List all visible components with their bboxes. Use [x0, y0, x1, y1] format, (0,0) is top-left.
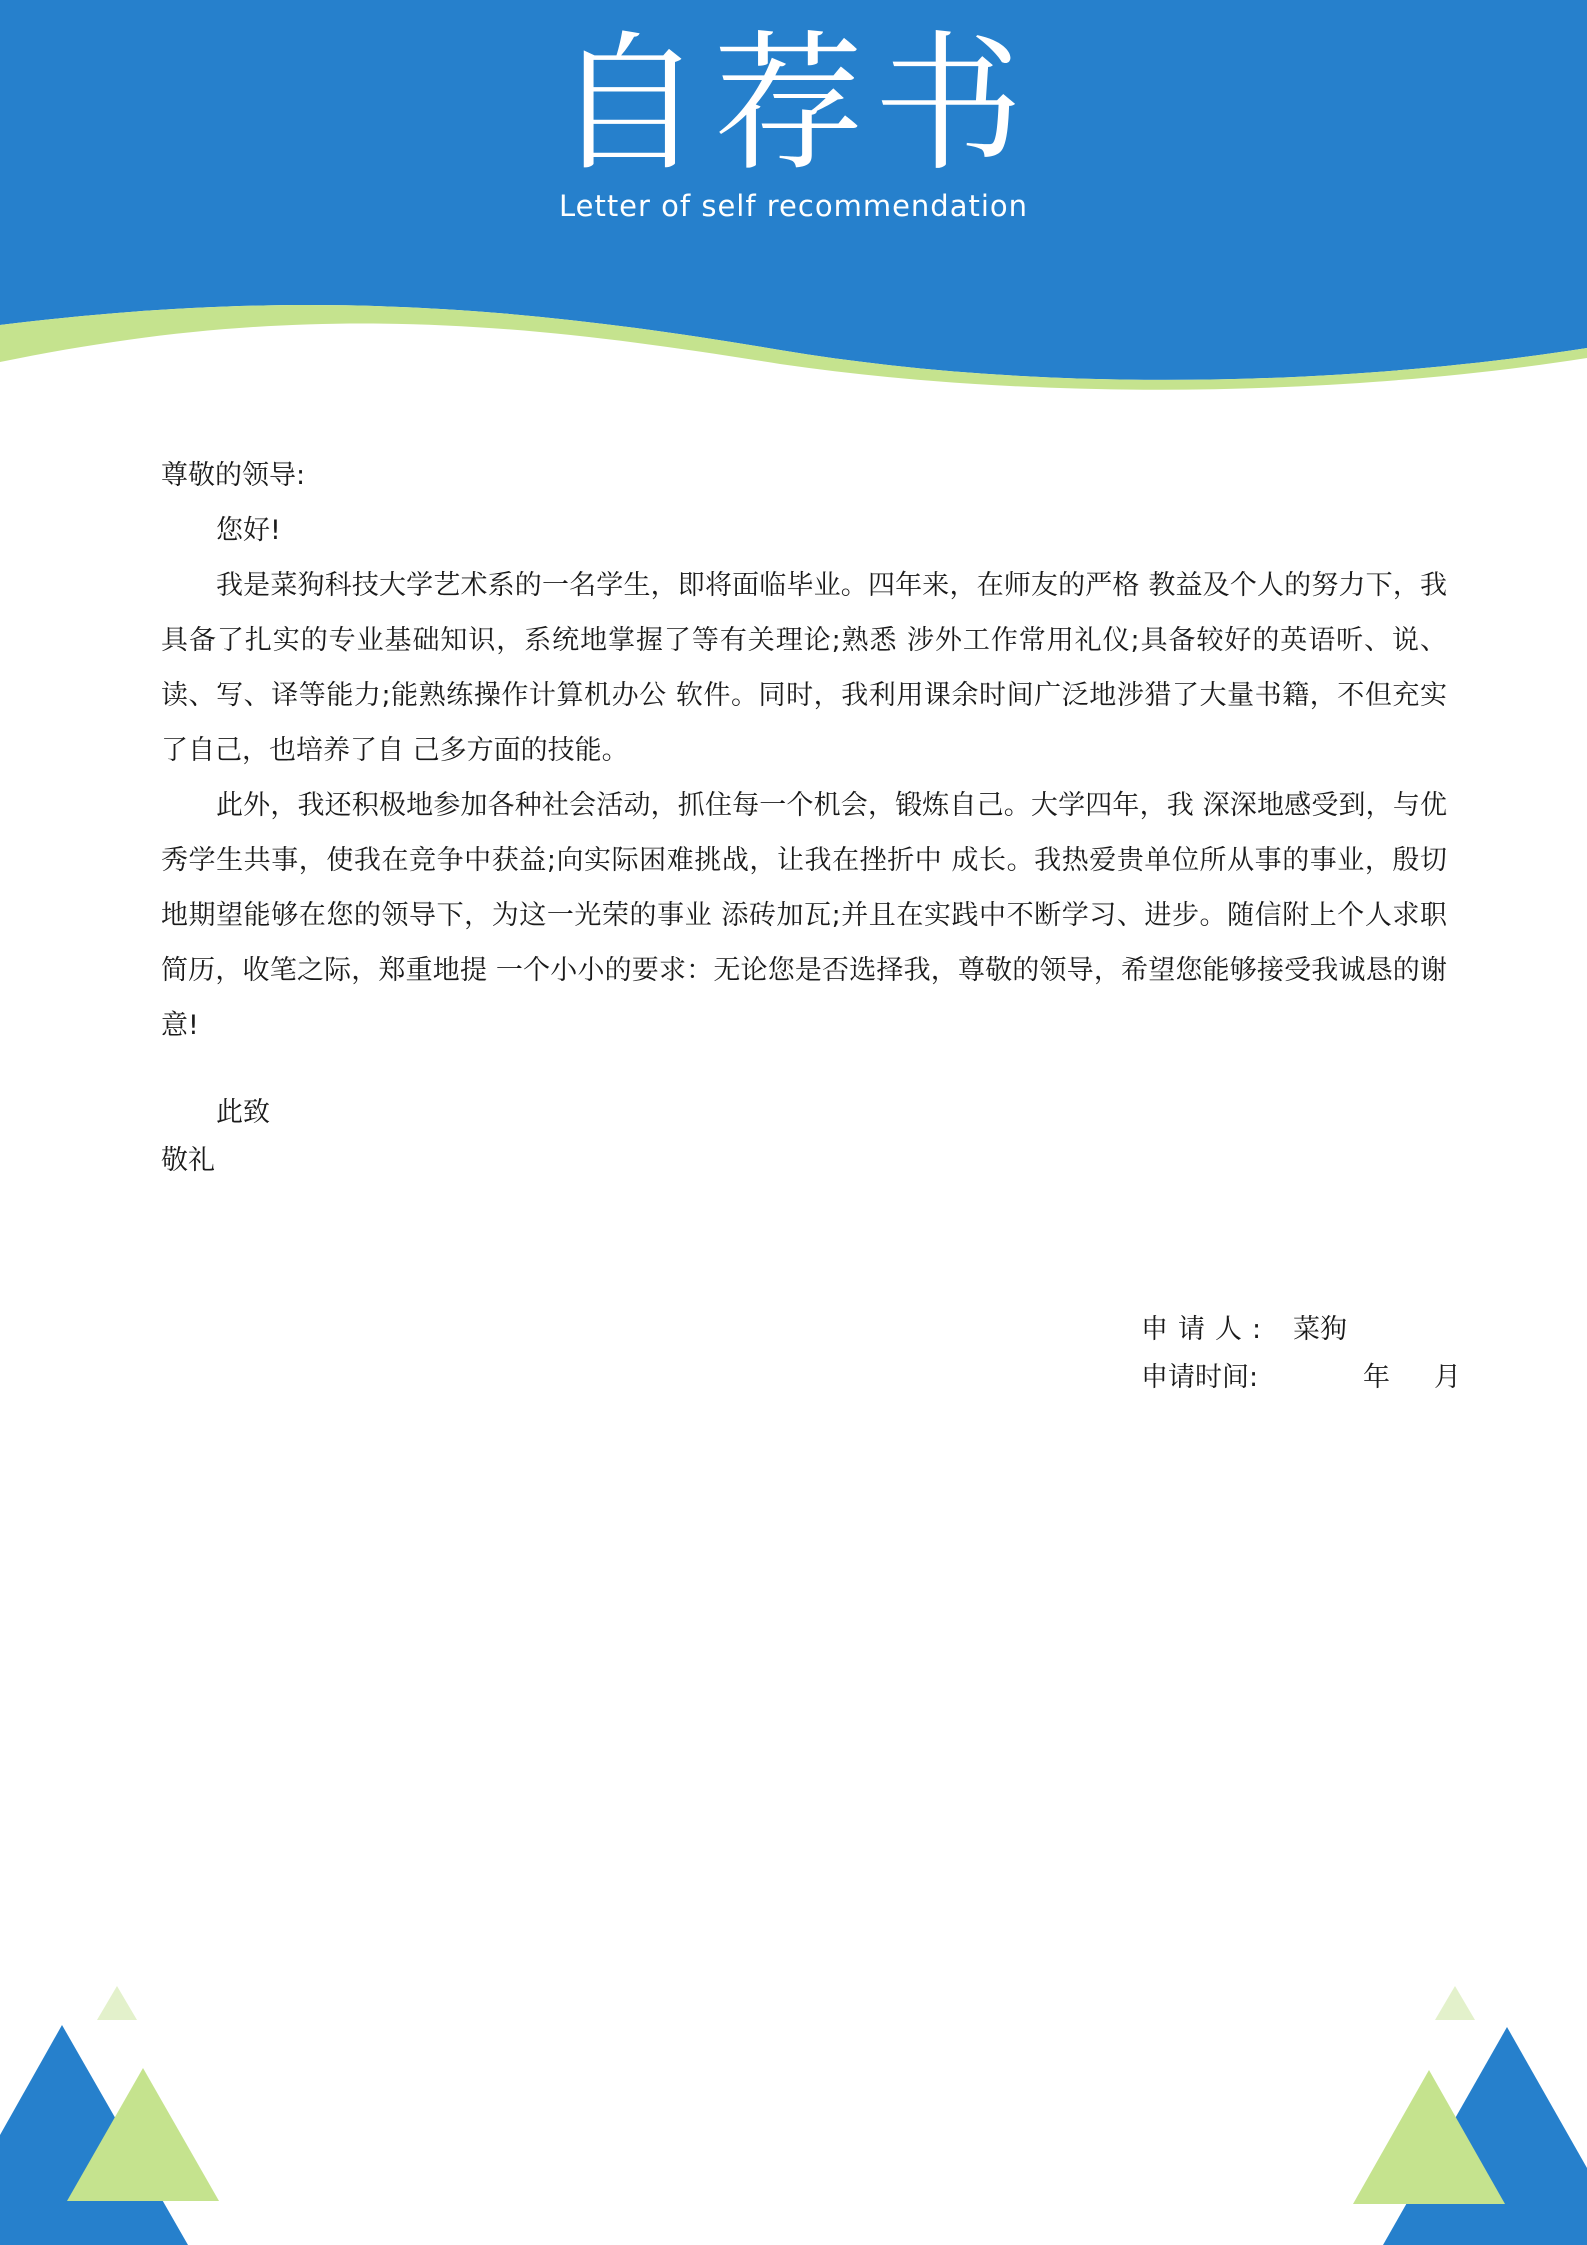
applicant-label: 申请人:	[1141, 1314, 1272, 1345]
paragraph-2: 此外，我还积极地参加各种社会活动，抓住每一个机会，锻炼自己。大学四年，我 深深地感受到，与优秀学生共事，使我在竞争中获益;向实际困难挑战，让我在挫折中 成长。我热爱贵单位所从事的事业，殷切地期望能够在您的领导下，为这一光荣的事业 添砖加瓦;并且在实践中不断学习、进步。随信附上个人求职简历，收笔之际，郑重地提 一个小小的要求：无论您是否选择我，尊敬的领导，希望您能够接受我诚恳的谢意!	[161, 790, 1447, 1041]
paragraph-1: 我是菜狗科技大学艺术系的一名学生，即将面临毕业。四年来，在师友的严格 教益及个人的努力下，我具备了扎实的专业基础知识，系统地掌握了等有关理论;熟悉 涉外工作常用礼仪;具备较好的英语听、说、读、写、译等能力;能熟练操作计算机办公 软件。同时，我利用课余时间广泛地涉猎了大量书籍，不但充实了自己，也培养了自 己多方面的技能。	[161, 570, 1447, 766]
applicant-name: 菜狗	[1293, 1314, 1347, 1345]
month-label: 月	[1434, 1362, 1461, 1393]
applicant-row	[1141, 1306, 1461, 1354]
header-banner	[0, 0, 1587, 400]
letter-body	[161, 448, 1447, 1185]
signature-block	[1141, 1306, 1461, 1402]
date-label: 申请时间:	[1141, 1362, 1259, 1393]
page-subtitle: Letter of self recommendation	[558, 189, 1029, 223]
page-title: 自荐书	[553, 18, 1034, 192]
footer-triangle-decoration	[0, 1960, 1587, 2245]
salutation: 尊敬的领导:	[161, 460, 306, 491]
small-triangle-right	[1435, 1986, 1475, 2020]
year-label: 年	[1363, 1362, 1390, 1393]
date-row	[1141, 1354, 1461, 1402]
small-triangle-left	[97, 1986, 137, 2020]
greeting: 您好!	[216, 515, 281, 546]
closing-line-1: 此致	[216, 1097, 270, 1128]
closing-line-2: 敬礼	[161, 1145, 215, 1176]
